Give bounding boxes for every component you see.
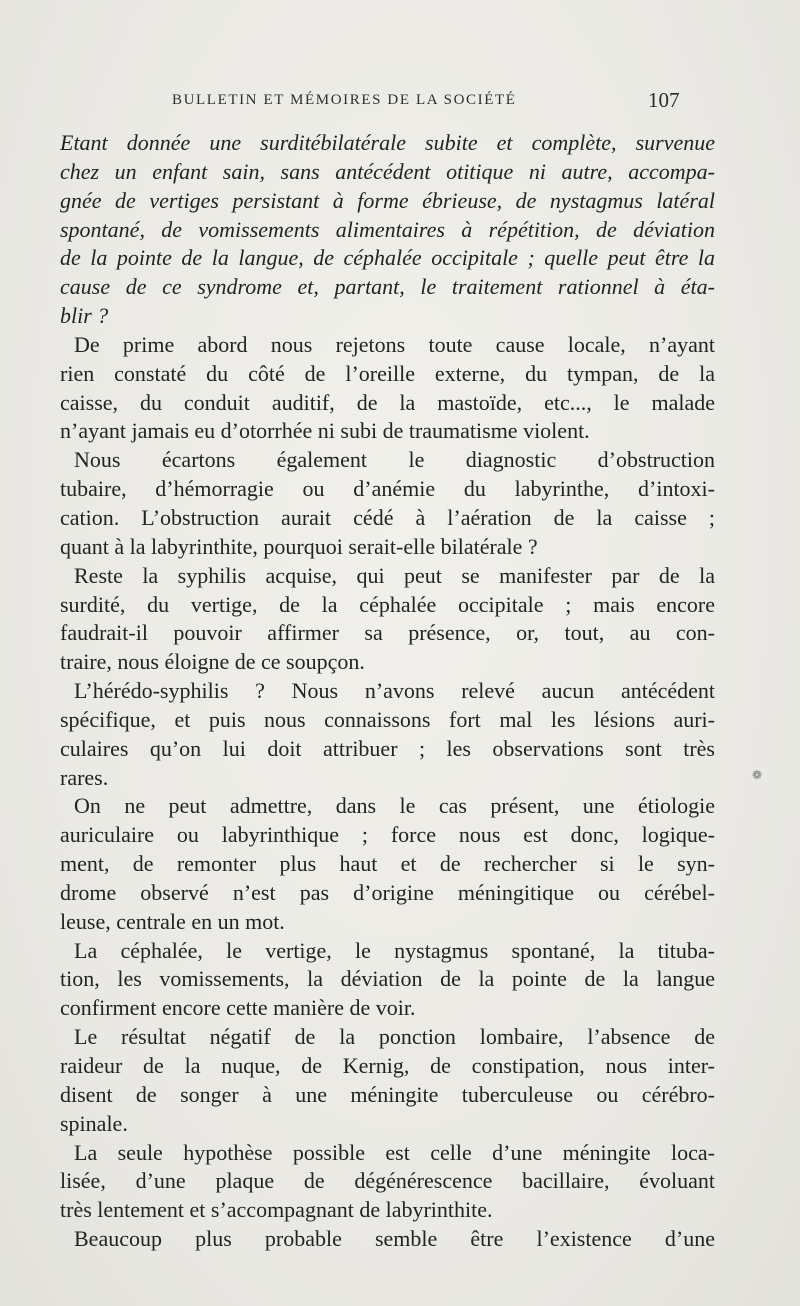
body-text [60, 129, 715, 1254]
text-line: gnée de vertiges persistant à forme ébrieuse, de nystagmus latéral [60, 187, 715, 213]
text-line: faudrait-il pouvoir affirmer sa présence, or, tout, au con- [60, 620, 715, 646]
text-line: La céphalée, le vertige, le nystagmus spontané, la tituba- [74, 937, 715, 963]
text-line: traire, nous éloigne de ce soupçon. [60, 649, 365, 675]
text-line: lisée, d’une plaque de dégénérescence bacillaire, évoluant [60, 1168, 715, 1194]
text-line: blir ? [60, 303, 109, 329]
text-line: surdité, du vertige, de la céphalée occipitale ; mais encore [60, 591, 715, 617]
ink-speck-mark: ❁ [752, 768, 763, 782]
text-line: spontané, de vomissements alimentaires à répétition, de déviation [60, 216, 715, 242]
text-line: très lentement et s’accompagnant de labyrinthite. [60, 1197, 493, 1223]
text-line: caisse, du conduit auditif, de la mastoïde, etc..., le malade [60, 389, 715, 415]
page-number: 107 [648, 88, 680, 112]
text-line: tion, les vomissements, la déviation de la pointe de la langue [60, 966, 715, 992]
text-line: chez un enfant sain, sans antécédent otitique ni autre, accompa- [60, 158, 715, 184]
text-line: spécifique, et puis nous connaissons fort mal les lésions auri- [60, 706, 715, 732]
text-line: Reste la syphilis acquise, qui peut se manifester par de la [74, 562, 715, 588]
text-line: drome observé n’est pas d’origine méningitique ou cérébel- [60, 879, 715, 905]
text-line: Le résultat négatif de la ponction lombaire, l’absence de [74, 1024, 715, 1050]
text-line: confirment encore cette manière de voir. [60, 995, 416, 1021]
text-line: disent de songer à une méningite tuberculeuse ou cérébro- [60, 1081, 715, 1107]
text-line: ment, de remonter plus haut et de rechercher si le syn- [60, 851, 715, 877]
text-line: auriculaire ou labyrinthique ; force nous est donc, logique- [60, 822, 715, 848]
running-header: BULLETIN ET MÉMOIRES DE LA SOCIÉTÉ [172, 92, 517, 108]
text-line: culaires qu’on lui doit attribuer ; les observations sont très [60, 735, 715, 761]
text-line: de la pointe de la langue, de céphalée occipitale ; quelle peut être la [60, 245, 715, 271]
text-line: Nous écartons également le diagnostic d’obstruction [74, 447, 715, 473]
text-line: raideur de la nuque, de Kernig, de constipation, nous inter- [60, 1053, 715, 1078]
text-line: cation. L’obstruction aurait cédé à l’aération de la caisse ; [60, 504, 715, 530]
text-line: tubaire, d’hémorragie ou d’anémie du labyrinthe, d’intoxi- [60, 476, 715, 502]
text-line: La seule hypothèse possible est celle d’une méningite loca- [74, 1139, 715, 1165]
text-line: Etant donnée une surditébilatérale subite et complète, survenue [60, 130, 715, 155]
text-line: quant à la labyrinthite, pourquoi serait-elle bilatérale ? [60, 533, 538, 559]
text-line: cause de ce syndrome et, partant, le traitement rationnel à éta- [60, 274, 715, 300]
text-line: rien constaté du côté de l’oreille externe, du tympan, de la [60, 360, 715, 386]
text-line: L’hérédo-syphilis ? Nous n’avons relevé aucun antécédent [74, 678, 715, 704]
text-line: n’ayant jamais eu d’otorrhée ni subi de traumatisme violent. [60, 418, 590, 444]
text-line: spinale. [60, 1110, 128, 1136]
text-line: On ne peut admettre, dans le cas présent, une étiologie [74, 793, 715, 819]
text-line: rares. [60, 764, 109, 790]
text-line: leuse, centrale en un mot. [60, 908, 285, 934]
text-line: Beaucoup plus probable semble être l’existence d’une [74, 1226, 715, 1252]
text-line: De prime abord nous rejetons toute cause locale, n’ayant [74, 331, 715, 357]
